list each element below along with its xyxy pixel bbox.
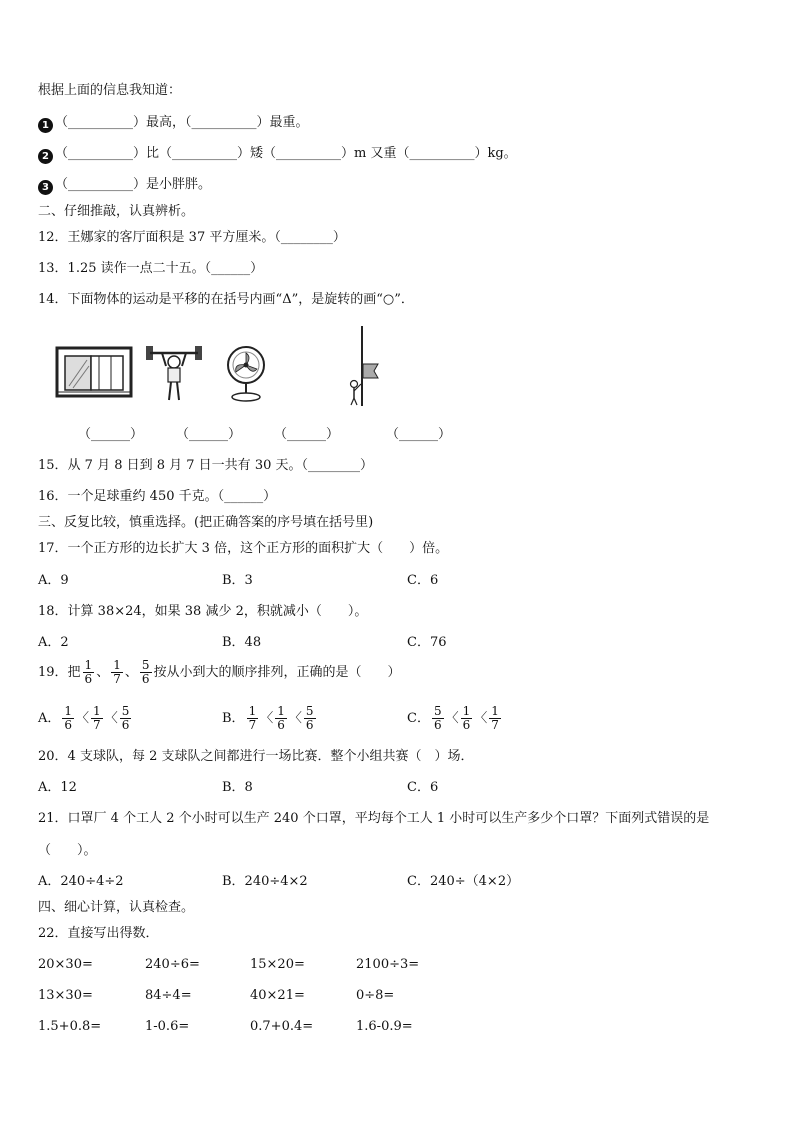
calc-item: 15×20= (250, 957, 305, 972)
q17-option-c[interactable]: C．6 (407, 573, 439, 588)
info-text-2: （__________）比（__________）矮（__________）m 又重（__________）kg。 (55, 146, 517, 161)
q19-option-b[interactable]: B． $\frac{1}{7}$ 〈 $\frac{1}{6}$ 〈 $\frac{5}{6}$ (222, 704, 314, 732)
question-22: 22．直接写出得数． (38, 926, 159, 941)
q18-option-b[interactable]: B．48 (222, 635, 262, 650)
q21-option-c[interactable]: C．240÷（4×2） (407, 874, 520, 889)
q19-fraction-1: $\frac{1}{6}$ (84, 658, 93, 686)
calc-item: 2100÷3= (356, 957, 420, 972)
question-21-blank: （ ）。 (38, 843, 97, 858)
q14-blank-2[interactable]: （______） (176, 427, 242, 442)
calc-item: 13×30= (38, 988, 93, 1003)
question-13: 13．1.25 读作一点二十五。（______） (38, 261, 264, 276)
calc-item: 1.6-0.9= (356, 1019, 413, 1034)
section-2-heading: 二、仔细推敲，认真辨析。 (38, 204, 195, 219)
q19-option-a[interactable]: A． $\frac{1}{6}$ 〈 $\frac{1}{7}$ 〈 $\frac{5}{6}$ (38, 704, 130, 732)
q20-option-c[interactable]: C．6 (407, 780, 439, 795)
section-4-heading: 四、细心计算，认真检查。 (38, 900, 195, 915)
q19-option-c[interactable]: C． $\frac{5}{6}$ 〈 $\frac{1}{6}$ 〈 $\frac{1}{7}$ (407, 704, 499, 732)
section-3-heading: 三、反复比较，慎重选择。(把正确答案的序号填在括号里) (38, 515, 374, 530)
q20-option-a[interactable]: A．12 (38, 780, 77, 795)
info-text-3: （__________）是小胖胖。 (55, 177, 212, 192)
circled-number-1: 1 (38, 118, 53, 133)
q14-blank-1[interactable]: （______） (78, 427, 144, 442)
q17-option-a[interactable]: A．9 (38, 573, 69, 588)
q18-option-a[interactable]: A．2 (38, 635, 69, 650)
q19-fraction-2: $\frac{1}{7}$ (113, 658, 121, 686)
q14-blank-4[interactable]: （______） (386, 427, 452, 442)
intro-text: 根据上面的信息我知道： (38, 83, 182, 98)
q20-option-b[interactable]: B．8 (222, 780, 253, 795)
question-21: 21．口罩厂 4 个工人 2 个小时可以生产 240 个口罩，平均每个工人 1 小时可以生产多少个口罩？下面列式错误的是 (38, 811, 710, 826)
calc-item: 20×30= (38, 957, 93, 972)
calc-item: 240÷6= (145, 957, 200, 972)
circled-number-2: 2 (38, 149, 53, 164)
q21-option-b[interactable]: B．240÷4×2 (222, 874, 308, 889)
question-15: 15．从 7 月 8 日到 8 月 7 日一共有 30 天。（________） (38, 458, 373, 473)
question-16: 16．一个足球重约 450 千克。（______） (38, 489, 277, 504)
calc-item: 0÷8= (356, 988, 395, 1003)
info-item-1 (38, 114, 309, 133)
question-18: 18．计算 38×24，如果 38 减少 2，积就减小（ ）。 (38, 604, 368, 619)
info-text-1: （__________）最高，（__________）最重。 (55, 115, 309, 130)
calc-item: 40×21= (250, 988, 305, 1003)
flag-raising-image (340, 324, 384, 408)
question-14: 14．下面物体的运动是平移的在括号内画“Δ”，是旋转的画“○”． (38, 292, 414, 307)
electric-fan-image (224, 345, 268, 403)
q18-option-c[interactable]: C．76 (407, 635, 447, 650)
q21-option-a[interactable]: A．240÷4÷2 (38, 874, 124, 889)
info-item-3 (38, 176, 211, 195)
q19-prefix: 19．把 (38, 665, 81, 680)
calc-item: 1.5+0.8= (38, 1019, 102, 1034)
q19-fraction-3: $\frac{5}{6}$ (141, 658, 150, 686)
calc-item: 1-0.6= (145, 1019, 190, 1034)
question-20: 20．4 支球队，每 2 支球队之间都进行一场比赛．整个小组共赛（ ）场． (38, 749, 474, 764)
q17-option-b[interactable]: B．3 (222, 573, 253, 588)
sliding-window-image (55, 346, 133, 398)
circled-number-3: 3 (38, 180, 53, 195)
calc-item: 84÷4= (145, 988, 192, 1003)
question-17: 17．一个正方形的边长扩大 3 倍，这个正方形的面积扩大（ ）倍。 (38, 541, 449, 556)
question-12: 12．王娜家的客厅面积是 37 平方厘米。（________） (38, 230, 346, 245)
calc-item: 0.7+0.4= (250, 1019, 314, 1034)
q19-suffix: 按从小到大的顺序排列，正确的是（ ） (153, 665, 401, 680)
weightlifter-image (144, 340, 204, 404)
info-item-2 (38, 145, 517, 164)
q14-blank-3[interactable]: （______） (274, 427, 340, 442)
question-19: 19．把 $\frac{1}{6}$ 、 $\frac{1}{7}$ 、 $\frac{5}{6}$ 按从小到大的顺序排列，正确的是（ ） (38, 658, 401, 686)
